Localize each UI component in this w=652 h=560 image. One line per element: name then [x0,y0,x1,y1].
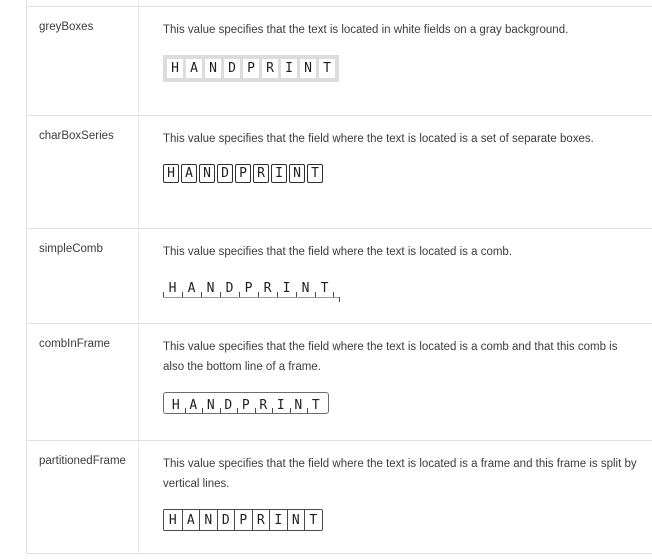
letter-cell: N [205,59,221,78]
term-cell [27,7,139,115]
letter-cell: N [199,510,217,530]
letter-cell: D [220,277,239,297]
letter-cell: R [258,277,277,297]
table-row-combinframe [27,323,652,440]
letter-cell: D [217,164,233,183]
term-label: partitionedFrame [39,455,126,467]
term-label: combInFrame [39,338,110,350]
letter-cell: H [171,398,180,413]
description-cell [139,324,652,440]
description-text: This value specifies that the field where the text is located is a comb. [163,246,513,258]
letter-cell: D [217,510,235,530]
letter-cell: P [239,277,258,297]
letter-cell: R [252,510,270,530]
term-label: charBoxSeries [39,130,114,142]
handprint-example-partitionedframe [163,509,323,531]
description-cell [139,441,652,553]
table-row-charboxseries [27,115,652,228]
description-text: This value specifies that the field where the text is located is a set of separate boxes. [163,133,594,145]
letter-cell: H [163,277,182,297]
letter-cell: N [202,394,220,413]
handprint-example-charboxseries [163,164,323,183]
description-text: This value specifies that the text is located in white fields on a gray background. [163,24,569,36]
letter-cell: R [255,394,273,413]
term-label: greyBoxes [39,21,94,33]
letter-cell: I [281,59,297,78]
term-label: simpleComb [39,243,103,255]
letter-cell: I [269,510,287,530]
table-row-partitionedframe [27,440,652,553]
letter-cell: T [315,277,334,297]
letter-cell: N [289,164,305,183]
letter-cell: T [319,59,335,78]
handprint-example-greyboxes [163,55,339,82]
letter-cell: H [168,512,177,528]
letter-cell: T [307,164,323,183]
letter-cell: A [182,510,200,530]
letter-cell: T [304,510,322,530]
letter-cell: D [224,59,240,78]
letter-cell: P [237,394,255,413]
letter-cell: N [199,164,215,183]
letter-cell: N [201,277,220,297]
letter-cell: P [235,164,251,183]
field-type-spec-table [26,0,652,554]
letter-cell: A [182,277,201,297]
letter-cell: R [262,59,278,78]
handprint-example-combinframe [163,392,329,414]
letter-cell: I [277,277,296,297]
table-row-partial-top [27,0,652,6]
description-cell [139,229,652,323]
table-row-greyboxes [27,6,652,115]
letter-cell: I [271,164,287,183]
letter-cell: A [181,164,197,183]
description-cell [139,116,652,228]
letter-cell: A [186,59,202,78]
letter-cell: R [253,164,269,183]
letter-cell: N [287,510,305,530]
table-row-simplecomb [27,228,652,323]
letter-cell: I [272,394,290,413]
letter-cell: P [234,510,252,530]
letter-cell: N [290,394,308,413]
description-cell [139,7,652,115]
term-cell [27,441,139,553]
handprint-example-simplecomb [163,277,340,298]
letter-cell: A [185,394,203,413]
letter-cell: D [220,394,238,413]
letter-cell: N [300,59,316,78]
letter-cell: H [163,164,179,183]
letter-cell: T [307,394,325,413]
term-cell [27,229,139,323]
letter-cell: H [167,59,183,78]
term-cell [27,116,139,228]
description-text: This value specifies that the field where the text is located is a frame and this frame is split by vertical lines. [163,458,637,490]
letter-cell: N [296,277,315,297]
term-cell [27,324,139,440]
letter-cell: P [243,59,259,78]
description-text: This value specifies that the field where the text is located is a comb and that this comb is also the bottom line of a frame. [163,341,618,373]
